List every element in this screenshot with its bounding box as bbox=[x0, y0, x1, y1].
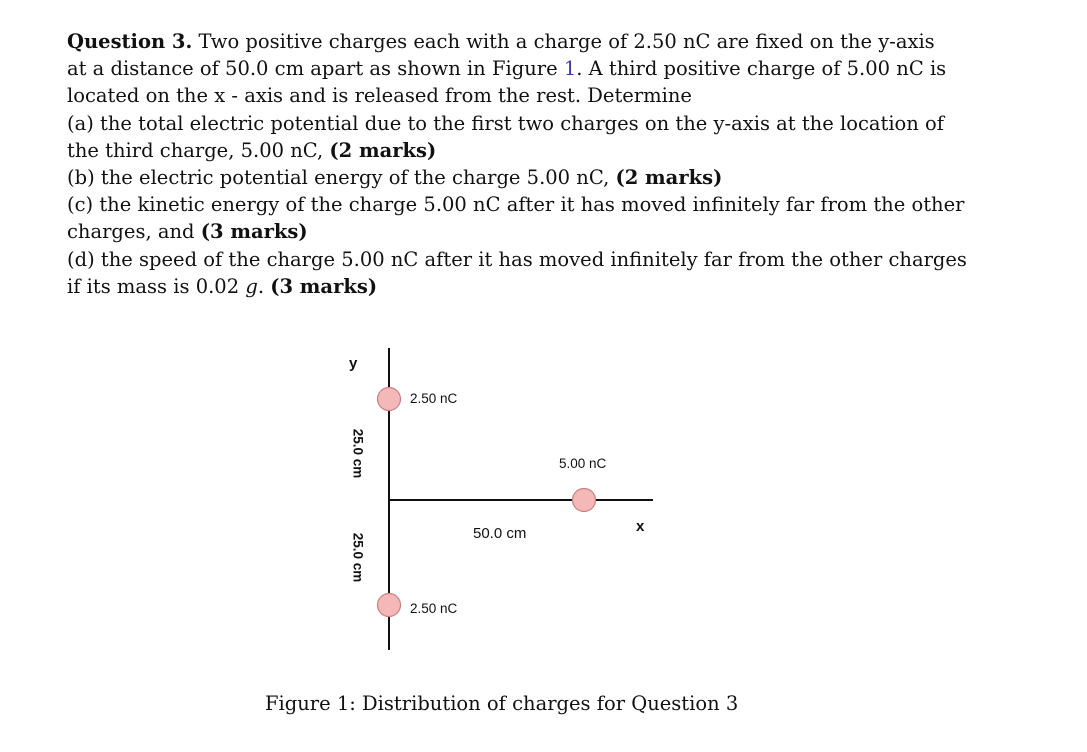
charge-third bbox=[573, 489, 596, 512]
question-line-3: located on the x - axis and is released from the rest. Determine bbox=[67, 84, 692, 108]
charge-distribution-figure bbox=[330, 340, 690, 660]
mass-unit: g bbox=[245, 274, 258, 298]
upper-distance-label: 25.0 cm bbox=[350, 428, 366, 479]
part-d-line-2 bbox=[67, 273, 937, 300]
question-line-2 bbox=[67, 55, 947, 82]
charge-third-label: 5.00 nC bbox=[559, 456, 607, 471]
charge-top bbox=[378, 388, 401, 411]
part-d-punct: . bbox=[257, 274, 271, 298]
part-b-text: (b) the electric potential energy of the charge 5.00 nC, bbox=[67, 166, 616, 190]
part-c-line-2 bbox=[67, 218, 937, 245]
part-a-marks: (2 marks) bbox=[329, 138, 437, 162]
question-text bbox=[67, 28, 967, 300]
charge-bottom bbox=[378, 594, 401, 617]
part-b-line bbox=[67, 164, 937, 191]
part-c-marks: (3 marks) bbox=[200, 220, 308, 244]
question-text-2b: . A third positive charge of 5.00 nC is bbox=[576, 57, 947, 81]
part-c-text: charges, and bbox=[67, 220, 201, 244]
x-axis-label: x bbox=[636, 518, 645, 535]
charge-bottom-label: 2.50 nC bbox=[410, 601, 458, 616]
question-heading: Question 3. bbox=[67, 30, 193, 53]
part-b-marks: (2 marks) bbox=[615, 166, 723, 190]
figure-reference-link[interactable]: 1 bbox=[563, 57, 577, 81]
figure-caption: Figure 1: Distribution of charges for Question 3 bbox=[265, 692, 739, 715]
lower-distance-label: 25.0 cm bbox=[350, 532, 366, 583]
part-c-line-1: (c) the kinetic energy of the charge 5.00 nC after it has moved infinitely far from the other bbox=[67, 193, 965, 217]
part-d-line-1: (d) the speed of the charge 5.00 nC after it has moved infinitely far from the other charges bbox=[67, 247, 967, 271]
x-distance-label: 50.0 cm bbox=[473, 525, 527, 542]
figure-diagram bbox=[330, 340, 690, 660]
question-text-2a: at a distance of 50.0 cm apart as shown in Figure bbox=[67, 57, 564, 81]
question-text-1: Two positive charges each with a charge of 2.50 nC are fixed on the y-axis bbox=[192, 30, 935, 53]
charge-top-label: 2.50 nC bbox=[410, 391, 458, 406]
part-a-line-2 bbox=[67, 137, 937, 164]
part-a-text: the third charge, 5.00 nC, bbox=[67, 138, 330, 162]
part-d-text: if its mass is 0.02 bbox=[67, 274, 246, 298]
y-axis-label: y bbox=[349, 355, 358, 372]
part-a-line-1: (a) the total electric potential due to the first two charges on the y-axis at the location of bbox=[67, 111, 945, 135]
question-line-1 bbox=[67, 28, 937, 55]
part-d-marks: (3 marks) bbox=[270, 274, 378, 298]
